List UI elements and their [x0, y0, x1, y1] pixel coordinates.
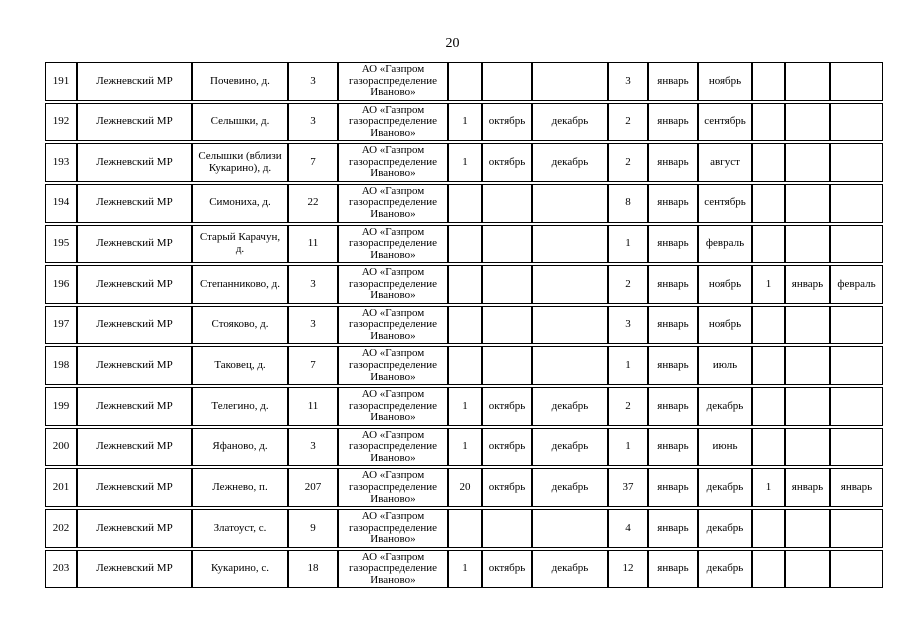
cell-g4-start-month	[785, 428, 830, 467]
cell-g4-end-month	[830, 346, 883, 385]
cell-count: 3	[288, 428, 338, 467]
cell-g2-count: 1	[448, 550, 482, 589]
cell-count: 9	[288, 509, 338, 548]
cell-g4-start-month	[785, 346, 830, 385]
cell-g3-end-month: декабрь	[698, 387, 752, 426]
cell-g3-end-month: декабрь	[698, 509, 752, 548]
cell-district: Лежневский МР	[77, 306, 192, 345]
cell-count: 3	[288, 306, 338, 345]
cell-settlement: Златоуст, с.	[192, 509, 288, 548]
cell-g2-count: 1	[448, 387, 482, 426]
cell-row-number: 196	[45, 265, 77, 304]
cell-g2-start-month	[482, 306, 532, 345]
cell-row-number: 191	[45, 62, 77, 101]
cell-g3-end-month: сентябрь	[698, 103, 752, 142]
cell-organization: АО «Газпром газораспределение Иваново»	[338, 428, 448, 467]
cell-g3-start-month: январь	[648, 143, 698, 182]
cell-g2-start-month	[482, 184, 532, 223]
cell-g2-end-month: декабрь	[532, 468, 608, 507]
cell-organization: АО «Газпром газораспределение Иваново»	[338, 225, 448, 264]
cell-row-number: 203	[45, 550, 77, 589]
cell-g2-end-month	[532, 346, 608, 385]
cell-g2-end-month	[532, 62, 608, 101]
cell-g3-count: 1	[608, 428, 648, 467]
cell-g2-start-month	[482, 509, 532, 548]
cell-g3-start-month: январь	[648, 265, 698, 304]
cell-g4-count	[752, 428, 785, 467]
table-row	[45, 143, 883, 182]
cell-g2-count	[448, 509, 482, 548]
cell-g3-end-month: июнь	[698, 428, 752, 467]
cell-g3-end-month: февраль	[698, 225, 752, 264]
cell-g2-end-month	[532, 184, 608, 223]
cell-organization: АО «Газпром газораспределение Иваново»	[338, 184, 448, 223]
cell-g4-count	[752, 550, 785, 589]
table-row	[45, 468, 883, 507]
cell-settlement: Симониха, д.	[192, 184, 288, 223]
cell-settlement: Яфаново, д.	[192, 428, 288, 467]
cell-count: 207	[288, 468, 338, 507]
cell-district: Лежневский МР	[77, 143, 192, 182]
cell-count: 7	[288, 346, 338, 385]
cell-g3-start-month: январь	[648, 346, 698, 385]
cell-g4-start-month	[785, 225, 830, 264]
table-body	[45, 62, 883, 588]
cell-g3-end-month: ноябрь	[698, 265, 752, 304]
cell-settlement: Кукарино, с.	[192, 550, 288, 589]
cell-g2-end-month	[532, 509, 608, 548]
table-row	[45, 428, 883, 467]
cell-count: 3	[288, 103, 338, 142]
cell-district: Лежневский МР	[77, 103, 192, 142]
cell-organization: АО «Газпром газораспределение Иваново»	[338, 62, 448, 101]
cell-district: Лежневский МР	[77, 184, 192, 223]
cell-row-number: 202	[45, 509, 77, 548]
cell-g2-end-month: декабрь	[532, 103, 608, 142]
cell-g2-start-month	[482, 265, 532, 304]
cell-g4-start-month	[785, 103, 830, 142]
cell-g2-count: 1	[448, 143, 482, 182]
cell-g3-count: 8	[608, 184, 648, 223]
cell-g2-start-month: октябрь	[482, 550, 532, 589]
gasification-schedule-table	[45, 60, 883, 590]
cell-g2-start-month: октябрь	[482, 103, 532, 142]
cell-district: Лежневский МР	[77, 468, 192, 507]
cell-organization: АО «Газпром газораспределение Иваново»	[338, 387, 448, 426]
cell-g2-start-month: октябрь	[482, 387, 532, 426]
cell-g2-count: 1	[448, 103, 482, 142]
cell-g4-end-month	[830, 225, 883, 264]
cell-g2-start-month	[482, 62, 532, 101]
cell-g4-count: 1	[752, 468, 785, 507]
cell-district: Лежневский МР	[77, 509, 192, 548]
cell-row-number: 194	[45, 184, 77, 223]
cell-district: Лежневский МР	[77, 346, 192, 385]
cell-count: 22	[288, 184, 338, 223]
cell-settlement: Таковец, д.	[192, 346, 288, 385]
cell-g3-count: 3	[608, 306, 648, 345]
cell-organization: АО «Газпром газораспределение Иваново»	[338, 346, 448, 385]
cell-organization: АО «Газпром газораспределение Иваново»	[338, 143, 448, 182]
cell-g4-count	[752, 62, 785, 101]
table-row	[45, 225, 883, 264]
cell-g2-start-month	[482, 225, 532, 264]
cell-g2-end-month: декабрь	[532, 550, 608, 589]
cell-g4-start-month	[785, 62, 830, 101]
table-row	[45, 509, 883, 548]
cell-g3-count: 1	[608, 346, 648, 385]
cell-g2-count	[448, 306, 482, 345]
table-row	[45, 387, 883, 426]
cell-g4-start-month: январь	[785, 265, 830, 304]
cell-g3-start-month: январь	[648, 428, 698, 467]
cell-g3-start-month: январь	[648, 184, 698, 223]
cell-district: Лежневский МР	[77, 62, 192, 101]
cell-settlement: Лежнево, п.	[192, 468, 288, 507]
cell-organization: АО «Газпром газораспределение Иваново»	[338, 306, 448, 345]
cell-organization: АО «Газпром газораспределение Иваново»	[338, 468, 448, 507]
cell-g3-start-month: январь	[648, 387, 698, 426]
cell-g4-count: 1	[752, 265, 785, 304]
cell-g3-start-month: январь	[648, 468, 698, 507]
cell-district: Лежневский МР	[77, 428, 192, 467]
cell-count: 11	[288, 387, 338, 426]
cell-g2-end-month: декабрь	[532, 387, 608, 426]
cell-district: Лежневский МР	[77, 550, 192, 589]
cell-g3-end-month: сентябрь	[698, 184, 752, 223]
cell-g4-end-month	[830, 62, 883, 101]
cell-g4-end-month	[830, 103, 883, 142]
cell-g4-count	[752, 346, 785, 385]
cell-g3-end-month: июль	[698, 346, 752, 385]
cell-g3-count: 2	[608, 103, 648, 142]
page-number: 20	[445, 36, 460, 51]
cell-g2-start-month: октябрь	[482, 428, 532, 467]
cell-row-number: 197	[45, 306, 77, 345]
cell-district: Лежневский МР	[77, 265, 192, 304]
cell-g4-count	[752, 103, 785, 142]
table-row	[45, 184, 883, 223]
cell-organization: АО «Газпром газораспределение Иваново»	[338, 103, 448, 142]
cell-row-number: 192	[45, 103, 77, 142]
cell-g3-end-month: август	[698, 143, 752, 182]
cell-g3-start-month: январь	[648, 306, 698, 345]
cell-g4-count	[752, 387, 785, 426]
table-row	[45, 346, 883, 385]
cell-g3-count: 2	[608, 143, 648, 182]
cell-settlement: Степанниково, д.	[192, 265, 288, 304]
cell-g4-start-month	[785, 306, 830, 345]
cell-g3-start-month: январь	[648, 62, 698, 101]
cell-settlement: Почевино, д.	[192, 62, 288, 101]
cell-g4-end-month	[830, 184, 883, 223]
cell-g4-count	[752, 509, 785, 548]
cell-g2-end-month	[532, 225, 608, 264]
cell-g4-start-month	[785, 143, 830, 182]
cell-row-number: 200	[45, 428, 77, 467]
cell-g4-end-month: январь	[830, 468, 883, 507]
cell-row-number: 195	[45, 225, 77, 264]
cell-g3-end-month: ноябрь	[698, 62, 752, 101]
cell-g4-count	[752, 306, 785, 345]
cell-g3-start-month: январь	[648, 550, 698, 589]
cell-count: 7	[288, 143, 338, 182]
cell-g3-start-month: январь	[648, 225, 698, 264]
table-row	[45, 550, 883, 589]
cell-g2-end-month: декабрь	[532, 143, 608, 182]
cell-row-number: 199	[45, 387, 77, 426]
cell-g3-start-month: январь	[648, 103, 698, 142]
cell-district: Лежневский МР	[77, 387, 192, 426]
cell-g3-end-month: декабрь	[698, 468, 752, 507]
cell-g4-end-month: февраль	[830, 265, 883, 304]
cell-g3-start-month: январь	[648, 509, 698, 548]
cell-g3-count: 1	[608, 225, 648, 264]
table-row	[45, 265, 883, 304]
cell-count: 3	[288, 265, 338, 304]
cell-g4-end-month	[830, 306, 883, 345]
cell-settlement: Стояково, д.	[192, 306, 288, 345]
cell-g2-count	[448, 346, 482, 385]
cell-g2-count	[448, 62, 482, 101]
cell-row-number: 201	[45, 468, 77, 507]
cell-g4-start-month	[785, 550, 830, 589]
cell-settlement: Телегино, д.	[192, 387, 288, 426]
cell-g3-count: 37	[608, 468, 648, 507]
cell-settlement: Старый Карачун, д.	[192, 225, 288, 264]
cell-g4-start-month: январь	[785, 468, 830, 507]
cell-g4-count	[752, 143, 785, 182]
cell-organization: АО «Газпром газораспределение Иваново»	[338, 265, 448, 304]
cell-g3-end-month: декабрь	[698, 550, 752, 589]
cell-g4-count	[752, 225, 785, 264]
cell-row-number: 193	[45, 143, 77, 182]
cell-g2-count: 20	[448, 468, 482, 507]
cell-settlement: Селышки (вблизи Кукарино), д.	[192, 143, 288, 182]
cell-organization: АО «Газпром газораспределение Иваново»	[338, 550, 448, 589]
cell-g2-count	[448, 225, 482, 264]
cell-g3-count: 12	[608, 550, 648, 589]
cell-count: 3	[288, 62, 338, 101]
cell-g4-end-month	[830, 550, 883, 589]
table-row	[45, 306, 883, 345]
cell-g4-end-month	[830, 143, 883, 182]
cell-organization: АО «Газпром газораспределение Иваново»	[338, 509, 448, 548]
cell-g4-end-month	[830, 509, 883, 548]
cell-g4-end-month	[830, 387, 883, 426]
cell-g2-count	[448, 265, 482, 304]
cell-g2-end-month: декабрь	[532, 428, 608, 467]
table-row	[45, 103, 883, 142]
cell-g2-end-month	[532, 265, 608, 304]
cell-count: 11	[288, 225, 338, 264]
cell-district: Лежневский МР	[77, 225, 192, 264]
cell-g3-count: 2	[608, 265, 648, 304]
cell-g3-count: 2	[608, 387, 648, 426]
cell-g4-end-month	[830, 428, 883, 467]
cell-g3-count: 3	[608, 62, 648, 101]
cell-g2-start-month: октябрь	[482, 143, 532, 182]
cell-g4-count	[752, 184, 785, 223]
cell-g2-start-month	[482, 346, 532, 385]
cell-g2-start-month: октябрь	[482, 468, 532, 507]
cell-g3-end-month: ноябрь	[698, 306, 752, 345]
table-row	[45, 62, 883, 101]
cell-g2-count	[448, 184, 482, 223]
cell-g4-start-month	[785, 509, 830, 548]
cell-settlement: Селышки, д.	[192, 103, 288, 142]
cell-row-number: 198	[45, 346, 77, 385]
cell-g2-count: 1	[448, 428, 482, 467]
cell-g4-start-month	[785, 184, 830, 223]
cell-g3-count: 4	[608, 509, 648, 548]
cell-count: 18	[288, 550, 338, 589]
cell-g4-start-month	[785, 387, 830, 426]
cell-g2-end-month	[532, 306, 608, 345]
